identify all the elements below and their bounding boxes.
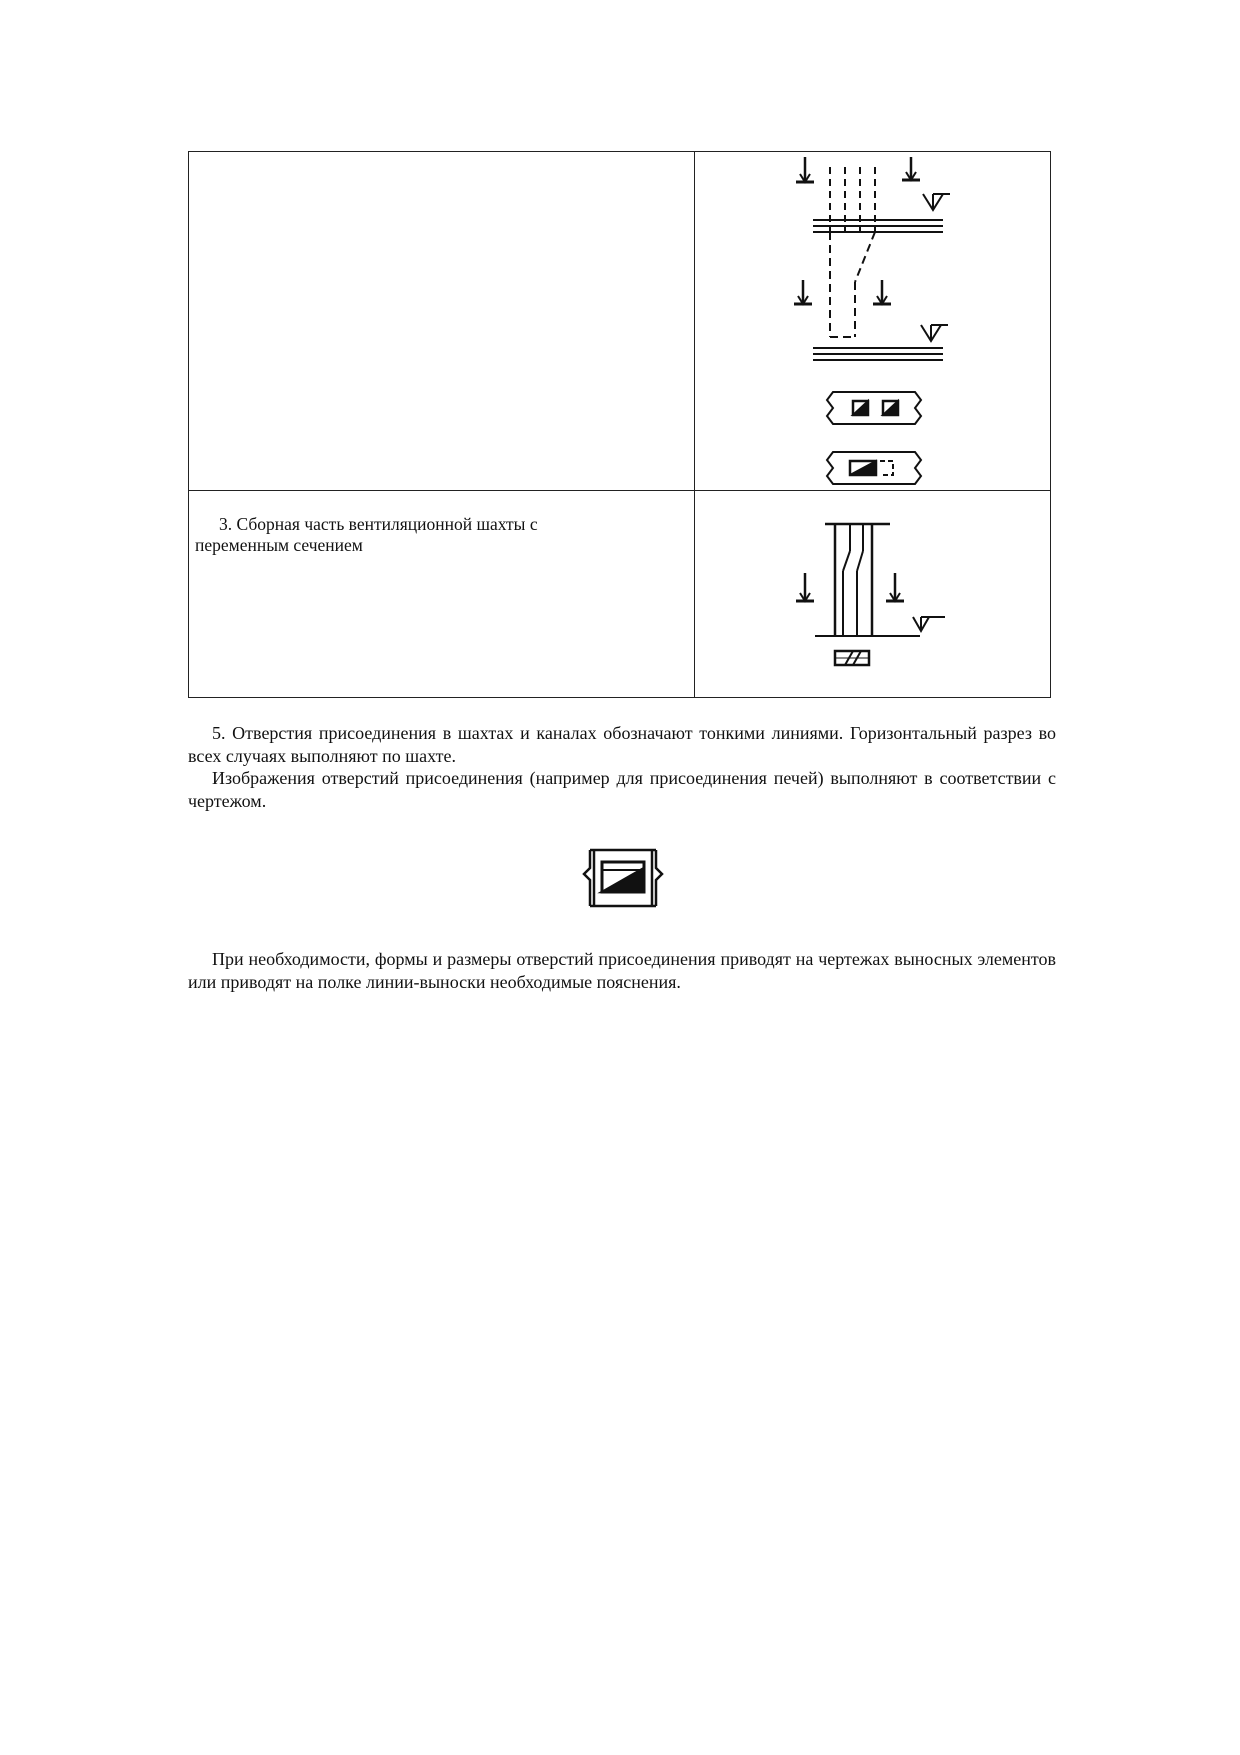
paragraph-dimensions: При необходимости, формы и размеры отверстий присоединения приводят на чертежах выносных элементов или приводят на полке линии-выноски необходимые пояснения. (188, 949, 1056, 992)
prefabricated-shaft-drawing (695, 491, 1050, 674)
paragraph-block (188, 722, 1056, 812)
paragraph-images: Изображения отверстий присоединения (например для присоединения печей) выполняют в соответствии с чертежом. (188, 768, 1056, 811)
ventilation-shaft-offset-drawing (695, 152, 1050, 490)
connection-opening-drawing (578, 840, 668, 915)
symbols-table (188, 151, 1051, 698)
row1-figure-cell (695, 152, 1051, 491)
paragraph-block (188, 948, 1056, 993)
row2-description-line1: 3. Сборная часть вентиляционной шахты с (219, 514, 538, 534)
table-row (189, 152, 1051, 491)
row2-description-cell (189, 491, 695, 698)
row2-description-line2: переменным сечением (195, 535, 363, 555)
table-row (189, 491, 1051, 698)
row1-description-cell (189, 152, 695, 491)
paragraph-5: 5. Отверстия присоединения в шахтах и каналах обозначают тонкими линиями. Горизонтальный разрез во всех случаях выполняют по шахте. (188, 723, 1056, 766)
row2-figure-cell (695, 491, 1051, 698)
